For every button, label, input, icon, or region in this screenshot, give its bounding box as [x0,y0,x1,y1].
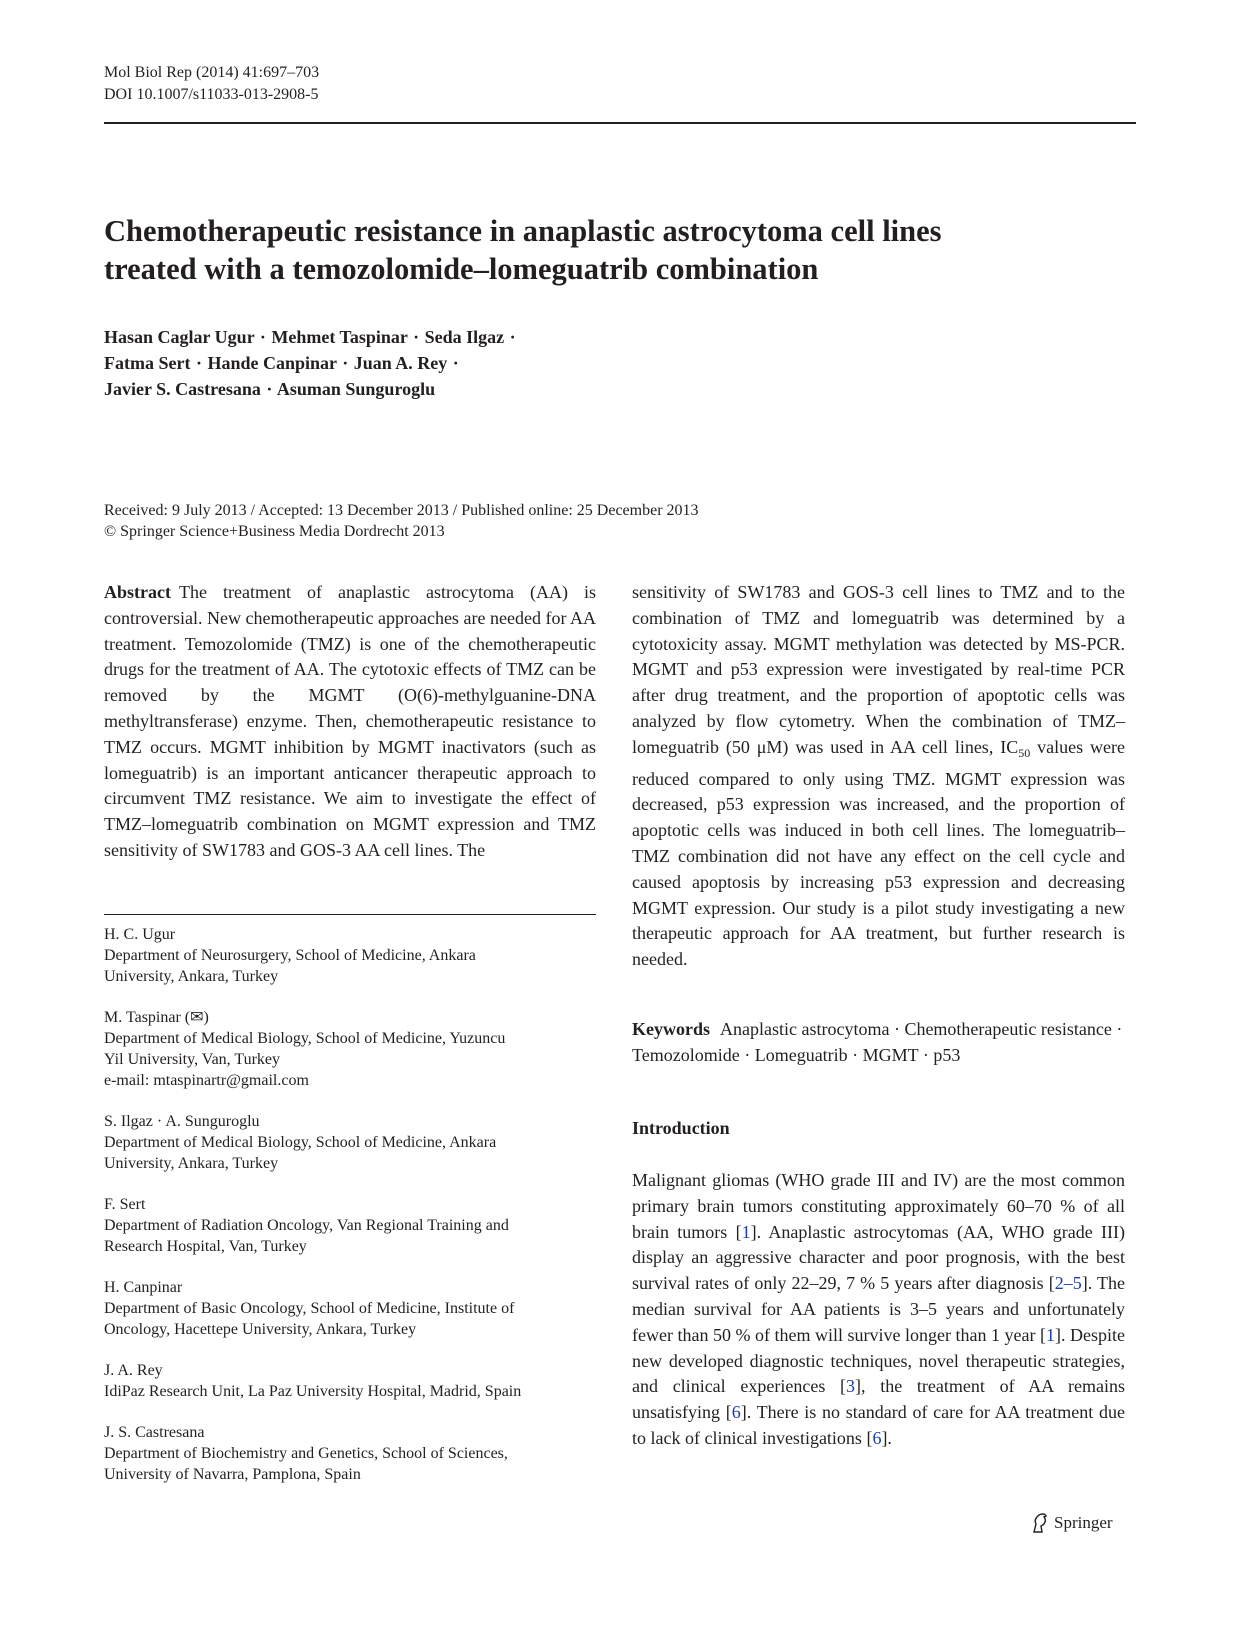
affiliation-line: Research Hospital, Van, Turkey [104,1238,307,1255]
copyright: © Springer Science+Business Media Dordrecht 2013 [104,523,445,540]
author-separator: · [195,353,202,373]
author: Fatma Sert [104,353,191,373]
publisher-name: Springer [1054,1513,1113,1532]
affiliation [104,1360,604,1402]
citation-link[interactable]: 1 [1046,1324,1055,1345]
keywords-text: Anaplastic astrocytoma · Chemotherapeutic resistance · Temozolomide · Lomeguatrib · MGMT · p53 [632,1019,1123,1065]
body-text: ]. Despite new developed diagnostic techniques, novel therapeutic strategies, and clinical experiences [ [632,1324,1125,1397]
body-text: ]. There is no standard of care for AA treatment due to lack of clinical investigations [ [632,1402,1125,1448]
title-line-1: Chemotherapeutic resistance in anaplastic astrocytoma cell lines [104,214,942,248]
article-title [104,212,1104,288]
author: Seda Ilgaz [424,327,505,347]
body-text: ]. The median survival for AA patients is 3–5 years and unfortunately fewer than 50 % of them will survive longer than 1 year [ [632,1273,1125,1345]
affiliation-line: University of Navarra, Pamplona, Spain [104,1466,361,1483]
abstract-left-column [104,580,596,864]
email-link[interactable]: e-mail: mtaspinartr@gmail.com [104,1072,309,1089]
abstract-text: sensitivity of SW1783 and GOS-3 cell lines to TMZ and to the combination of TMZ and lomeguatrib was determined by a cytotoxicity assay. MGMT methylation was detected by MS-PCR. MGMT and p53 expression were investigated by real-time PCR after drug treatment, and the proportion of apoptotic cells was analyzed by flow cytometry. When the combination of TMZ–lomeguatrib (50 μM) was used in AA cell lines, IC [632,582,1125,757]
journal-header [104,62,319,106]
citation-link[interactable]: 1 [741,1221,751,1242]
author-separator: · [259,327,266,347]
springer-logo-icon [1030,1512,1050,1534]
affiliation-line: Yil University, Van, Turkey [104,1051,281,1068]
citation-link[interactable]: 6 [731,1402,741,1423]
body-text: Malignant gliomas (WHO grade III and IV) are the most common primary brain tumors constituting approximately 60–70 % of all brain tumors [ [632,1170,1125,1242]
affiliation-line: Oncology, Hacettepe University, Ankara, Turkey [104,1321,417,1338]
author: Javier S. Castresana [104,379,261,399]
journal-citation: Mol Biol Rep (2014) 41:697–703 [104,64,320,81]
affiliation-line: Department of Medical Biology, School of Medicine, Ankara [104,1134,497,1151]
affiliation-line: Department of Medical Biology, School of Medicine, Yuzuncu [104,1030,506,1047]
date-history: Received: 9 July 2013 / Accepted: 13 December 2013 / Published online: 25 December 2013 [104,502,699,519]
abstract-label: Abstract [104,582,171,602]
subscript: 50 [1018,745,1031,760]
affiliation-name: S. Ilgaz · A. Sunguroglu [104,1113,260,1130]
author: Asuman Sunguroglu [276,379,436,399]
author-separator: · [509,327,516,347]
affiliation-name: J. S. Castresana [104,1424,205,1441]
author: Hasan Caglar Ugur [104,327,255,347]
author: Juan A. Rey [353,353,448,373]
affiliation [104,1277,604,1340]
footnote-rule [104,914,596,915]
affiliation-line: University, Ankara, Turkey [104,968,279,985]
affiliation-line: Department of Radiation Oncology, Van Regional Training and [104,1217,509,1234]
keywords [632,1016,1125,1068]
author-separator: · [342,353,349,373]
affiliation-name: H. Canpinar [104,1279,183,1296]
affiliation-line: University, Ankara, Turkey [104,1155,279,1172]
body-text: ]. Anaplastic astrocytomas (AA, WHO grade III) display an aggressive character and poor prognosis, with the best survival rates of only 22–29, 7 % 5 years after diagnosis [ [632,1221,1125,1294]
affiliation-name: J. A. Rey [104,1362,163,1379]
affiliation [104,1007,604,1091]
affiliation-line: IdiPaz Research Unit, La Paz University Hospital, Madrid, Spain [104,1383,522,1400]
author-separator: · [266,379,273,399]
affiliation [104,1194,604,1257]
section-heading: Introduction [632,1118,730,1138]
publication-dates [104,500,1004,542]
affiliation-line: Department of Neurosurgery, School of Medicine, Ankara [104,947,476,964]
affiliation-name: H. C. Ugur [104,926,176,943]
author: Mehmet Taspinar [271,327,408,347]
affiliation-line: Department of Biochemistry and Genetics, School of Sciences, [104,1445,508,1462]
affiliation-line: Department of Basic Oncology, School of Medicine, Institute of [104,1300,515,1317]
affiliations [104,924,604,1505]
abstract-right-column [632,580,1125,973]
affiliation [104,1111,604,1174]
author: Hande Canpinar [207,353,337,373]
introduction-text [632,1168,1125,1452]
body-text: ]. [881,1427,892,1448]
affiliation [104,1422,604,1485]
affiliation [104,924,604,987]
title-line-2: treated with a temozolomide–lomeguatrib combination [104,252,819,286]
affiliation-name: F. Sert [104,1196,146,1213]
abstract-text: values were reduced compared to only using TMZ. MGMT expression was decreased, p53 expression was increased, and the proportion of apoptotic cells was induced in both cell lines. The lomeguatrib–TMZ combination did not have any effect on the cell cycle and caused apoptosis by increasing p53 expression and decreasing MGMT expression. Our study is a pilot study investigating a new therapeutic approach for AA treatment, but further research is needed. [632,736,1125,970]
citation-link[interactable]: 3 [846,1376,856,1397]
body-text: ], the treatment of AA remains unsatisfying [ [632,1376,1126,1423]
keywords-label: Keywords [632,1019,710,1039]
header-rule [104,122,1136,124]
doi: DOI 10.1007/s11033-013-2908-5 [104,86,319,103]
publisher-footer [1030,1512,1113,1534]
author-separator: · [413,327,420,347]
author-separator: · [452,353,459,373]
affiliation-name: M. Taspinar (✉) [104,1009,209,1026]
citation-link[interactable]: 6 [872,1427,882,1448]
citation-link[interactable]: 2–5 [1054,1273,1082,1294]
abstract-text: The treatment of anaplastic astrocytoma (AA) is controversial. New chemotherapeutic approaches are needed for AA treatment. Temozolomide (TMZ) is one of the chemotherapeutic drugs for the treatment of AA. The cytotoxic effects of TMZ can be removed by the MGMT (O(6)-methylguanine-DNA methyltransferase) enzyme. Then, chemotherapeutic resistance to TMZ occurs. MGMT inhibition by MGMT inactivators (such as lomeguatrib) is an important anticancer therapeutic approach to circumvent TMZ resistance. We aim to investigate the effect of TMZ–lomeguatrib combination on MGMT expression and TMZ sensitivity of SW1783 and GOS-3 AA cell lines. The [104,582,596,860]
author-list [104,324,804,402]
